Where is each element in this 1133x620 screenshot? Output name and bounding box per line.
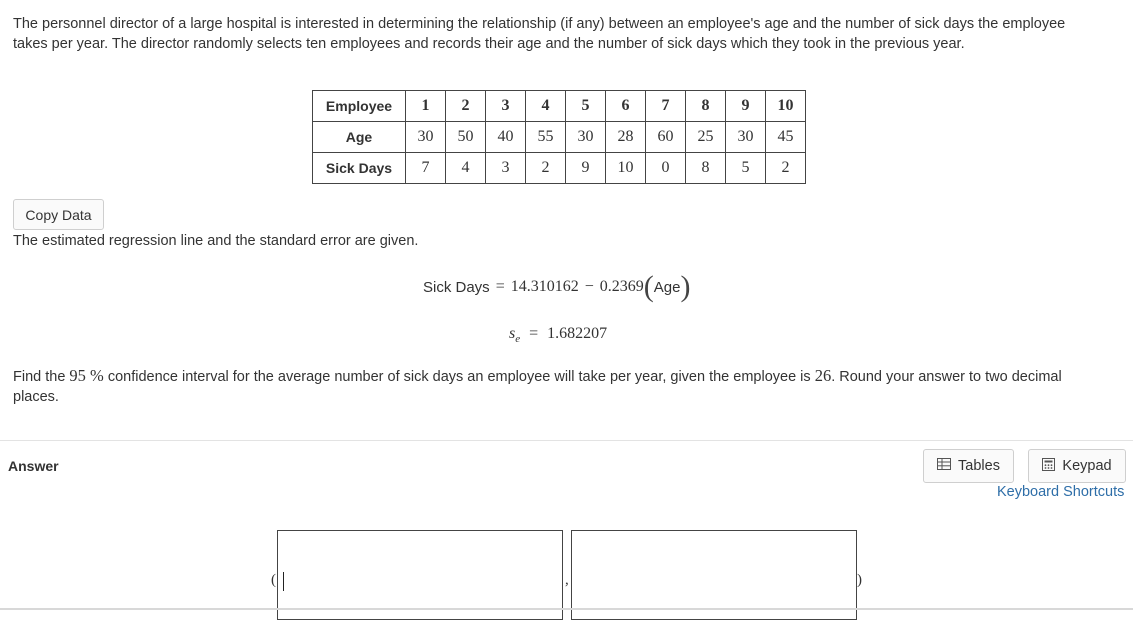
keypad-label: Keypad bbox=[1062, 458, 1112, 474]
sick-days-cell: 8 bbox=[686, 153, 726, 184]
close-paren-glyph: ) bbox=[680, 270, 691, 303]
employee-cell: 2 bbox=[446, 91, 486, 122]
row-label-employee: Employee bbox=[313, 91, 406, 122]
given-age: 26 bbox=[814, 366, 832, 385]
employee-cell: 8 bbox=[686, 91, 726, 122]
age-cell: 25 bbox=[686, 122, 726, 153]
interval-open-paren: ( bbox=[271, 572, 276, 588]
regression-equation bbox=[423, 272, 690, 302]
sick-days-row bbox=[313, 153, 806, 184]
section-divider bbox=[0, 440, 1133, 441]
lower-bound-input[interactable] bbox=[277, 530, 563, 620]
sick-days-cell: 10 bbox=[606, 153, 646, 184]
employee-cell: 3 bbox=[486, 91, 526, 122]
age-cell: 45 bbox=[766, 122, 806, 153]
se-symbol: s bbox=[509, 325, 516, 342]
data-table bbox=[312, 90, 806, 184]
keypad-button[interactable] bbox=[1028, 449, 1126, 483]
equation-lhs: Sick Days bbox=[423, 278, 490, 296]
age-cell: 30 bbox=[726, 122, 766, 153]
standard-error bbox=[509, 325, 607, 345]
question-part1: Find the bbox=[13, 369, 70, 385]
table-icon bbox=[937, 458, 951, 474]
interval-comma: , bbox=[565, 572, 569, 588]
upper-bound-input[interactable] bbox=[571, 530, 857, 620]
equation-equals: = bbox=[495, 278, 505, 295]
sick-days-cell: 2 bbox=[526, 153, 566, 184]
keypad-icon bbox=[1042, 458, 1055, 475]
question-part3: . Round your answer to two decimal places. bbox=[13, 369, 1062, 405]
sick-days-cell: 3 bbox=[486, 153, 526, 184]
equation-slope: 0.2369 bbox=[599, 278, 644, 295]
employee-cell: 10 bbox=[766, 91, 806, 122]
age-cell: 30 bbox=[566, 122, 606, 153]
tables-button[interactable] bbox=[923, 449, 1014, 483]
sick-days-cell: 4 bbox=[446, 153, 486, 184]
interval-close-paren: ) bbox=[857, 572, 862, 588]
age-row bbox=[313, 122, 806, 153]
employee-cell: 6 bbox=[606, 91, 646, 122]
open-paren-glyph: ( bbox=[643, 270, 654, 303]
se-value: 1.682207 bbox=[547, 325, 608, 342]
problem-statement: The personnel director of a large hospital is interested in determining the relationship (if any) between an employee's age and the number of sick days the employee takes per year. The director randomly selects ten employees and records their age and the number of sick days which they took in the previous year. bbox=[13, 16, 1066, 52]
age-cell: 60 bbox=[646, 122, 686, 153]
equation-variable: Age bbox=[653, 278, 681, 296]
sick-days-cell: 2 bbox=[766, 153, 806, 184]
se-subscript: e bbox=[515, 333, 521, 346]
age-cell: 30 bbox=[406, 122, 446, 153]
equation-minus: − bbox=[584, 278, 594, 295]
row-label-age: Age bbox=[313, 122, 406, 153]
age-cell: 55 bbox=[526, 122, 566, 153]
tables-label: Tables bbox=[958, 458, 1000, 474]
given-text: The estimated regression line and the standard error are given. bbox=[13, 233, 419, 249]
employee-cell: 4 bbox=[526, 91, 566, 122]
age-cell: 40 bbox=[486, 122, 526, 153]
row-label-sick-days: Sick Days bbox=[313, 153, 406, 184]
question-text bbox=[13, 366, 1103, 407]
age-cell: 50 bbox=[446, 122, 486, 153]
employee-row bbox=[313, 91, 806, 122]
question-part2: confidence interval for the average number of sick days an employee will take per year, given the employee is bbox=[103, 369, 815, 385]
employee-cell: 7 bbox=[646, 91, 686, 122]
answer-label: Answer bbox=[8, 458, 59, 474]
sick-days-cell: 9 bbox=[566, 153, 606, 184]
sick-days-cell: 7 bbox=[406, 153, 446, 184]
sick-days-cell: 0 bbox=[646, 153, 686, 184]
se-equals: = bbox=[529, 325, 539, 342]
equation-intercept: 14.310162 bbox=[510, 278, 579, 295]
confidence-level: 95 % bbox=[69, 366, 104, 385]
keyboard-shortcuts-link[interactable]: Keyboard Shortcuts bbox=[997, 484, 1125, 500]
employee-cell: 9 bbox=[726, 91, 766, 122]
sick-days-cell: 5 bbox=[726, 153, 766, 184]
employee-cell: 5 bbox=[566, 91, 606, 122]
text-caret bbox=[283, 572, 284, 591]
age-cell: 28 bbox=[606, 122, 646, 153]
employee-cell: 1 bbox=[406, 91, 446, 122]
copy-data-button[interactable]: Copy Data bbox=[13, 199, 104, 230]
